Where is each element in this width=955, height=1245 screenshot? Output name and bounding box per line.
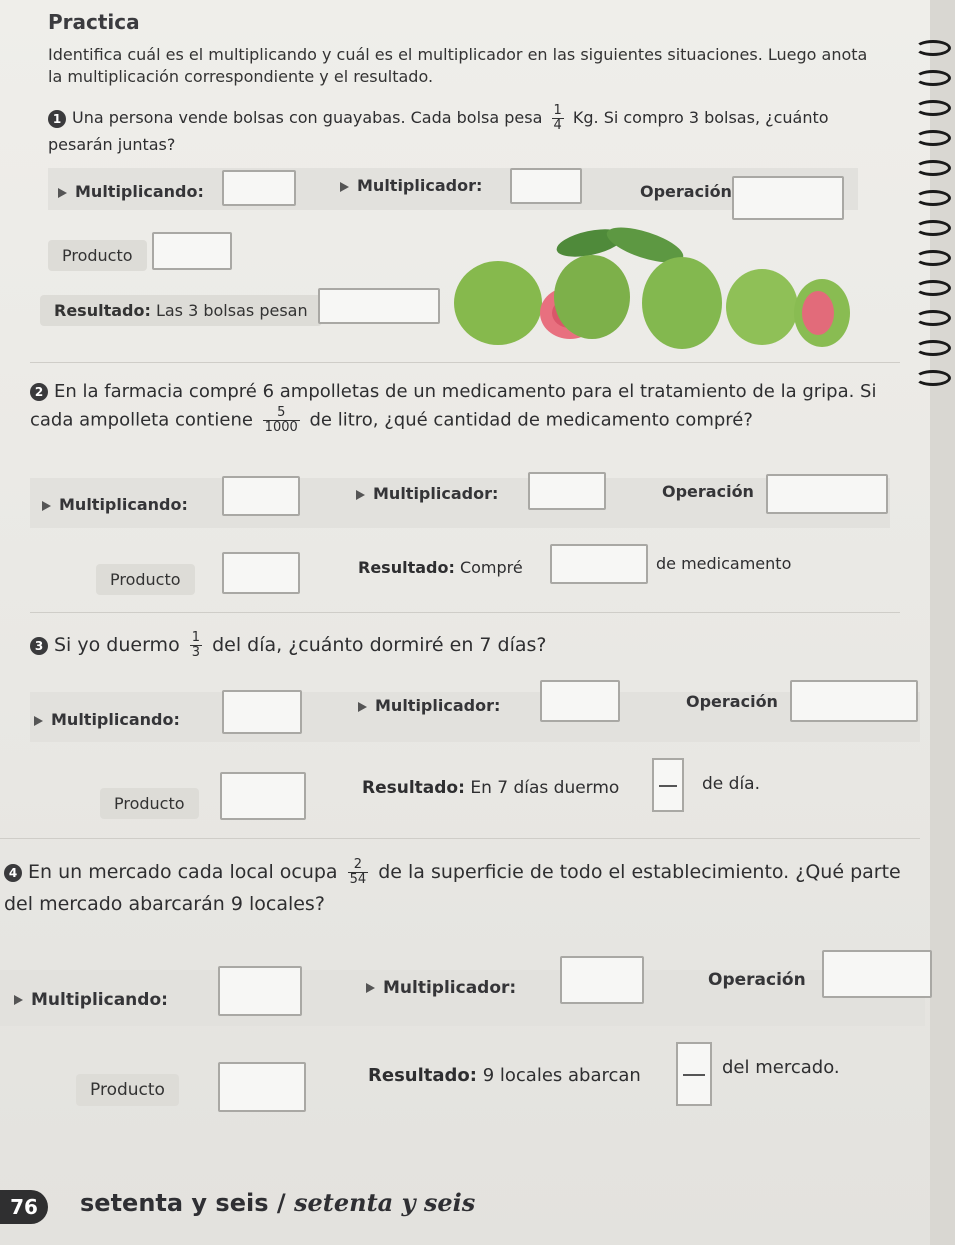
resultado-fraction-box-3[interactable] bbox=[652, 758, 684, 812]
arrow-icon bbox=[42, 501, 51, 511]
operacion-label: Operación bbox=[640, 182, 732, 201]
multiplicando-label: Multiplicando: bbox=[14, 990, 168, 1010]
ring-icon bbox=[915, 190, 951, 206]
operacion-label: Operación bbox=[686, 692, 778, 711]
producto-label: Producto bbox=[96, 564, 195, 595]
arrow-icon bbox=[14, 995, 23, 1005]
problem-3-statement bbox=[30, 630, 890, 660]
fraction-numerator: 1 bbox=[191, 630, 201, 645]
producto-box-1[interactable] bbox=[152, 232, 232, 270]
producto-box-2[interactable] bbox=[222, 552, 300, 594]
page-title: Practica bbox=[48, 10, 140, 34]
arrow-icon bbox=[34, 716, 43, 726]
multiplicador-box-1[interactable] bbox=[510, 168, 582, 204]
multiplicando-box-4[interactable] bbox=[218, 966, 302, 1016]
arrow-icon bbox=[58, 188, 67, 198]
ring-icon bbox=[915, 340, 951, 356]
ring-icon bbox=[915, 100, 951, 116]
arrow-icon bbox=[340, 182, 349, 192]
operacion-label: Operación bbox=[662, 482, 754, 501]
problem-number: 2 bbox=[30, 383, 48, 401]
multiplicador-label: Multiplicador: bbox=[340, 176, 482, 195]
fraction bbox=[348, 858, 369, 887]
problem-4-statement bbox=[4, 856, 929, 920]
producto-label: Producto bbox=[76, 1074, 179, 1106]
problem-text: Kg. Si compro 3 bolsas, ¿cuánto pesarán juntas? bbox=[48, 108, 829, 154]
multiplicador-label: Multiplicador: bbox=[358, 696, 500, 715]
multiplicando-box-2[interactable] bbox=[222, 476, 300, 516]
ring-icon bbox=[915, 370, 951, 386]
ring-icon bbox=[915, 310, 951, 326]
fraction-denominator: 3 bbox=[191, 645, 201, 660]
guava-icon bbox=[726, 269, 798, 345]
problem-text: Una persona vende bolsas con guayabas. Cada bolsa pesa bbox=[72, 108, 543, 127]
ring-icon bbox=[915, 130, 951, 146]
multiplicando-box-1[interactable] bbox=[222, 170, 296, 206]
guava-icon bbox=[454, 261, 542, 345]
resultado-2: Resultado: Compré bbox=[358, 558, 523, 577]
fraction-denominator: 1000 bbox=[264, 420, 298, 435]
fraction-denominator: 4 bbox=[553, 118, 562, 133]
producto-box-4[interactable] bbox=[218, 1062, 306, 1112]
fraction-numerator: 1 bbox=[553, 103, 562, 118]
resultado-2-suffix: de medicamento bbox=[656, 554, 792, 573]
operacion-box-3[interactable] bbox=[790, 680, 918, 722]
divider bbox=[30, 612, 900, 613]
ring-icon bbox=[915, 250, 951, 266]
page-number: 76 bbox=[0, 1190, 48, 1224]
problem-text: de la superficie de todo el establecimiento. ¿Qué parte del mercado abarcarán 9 locales? bbox=[4, 861, 901, 915]
problem-number: 4 bbox=[4, 864, 22, 882]
arrow-icon bbox=[358, 702, 367, 712]
arrow-icon bbox=[366, 983, 375, 993]
multiplicador-label: Multiplicador: bbox=[366, 978, 516, 998]
guava-icon bbox=[554, 255, 630, 339]
ring-icon bbox=[915, 280, 951, 296]
producto-box-3[interactable] bbox=[220, 772, 306, 820]
problem-text: Si yo duermo bbox=[54, 634, 180, 656]
problem-number: 1 bbox=[48, 110, 66, 128]
resultado-3: Resultado: En 7 días duermo bbox=[362, 778, 620, 798]
page-footer bbox=[80, 1188, 475, 1217]
binder-rings bbox=[915, 30, 955, 510]
footer-cursive-text: setenta y seis bbox=[293, 1188, 476, 1217]
problem-1-statement bbox=[48, 104, 858, 157]
producto-label: Producto bbox=[48, 240, 147, 271]
fraction-numerator: 5 bbox=[277, 405, 286, 420]
operacion-box-4[interactable] bbox=[822, 950, 932, 998]
multiplicando-label: Multiplicando: bbox=[34, 710, 180, 729]
problem-text: de litro, ¿qué cantidad de medicamento compré? bbox=[309, 409, 753, 431]
footer-text: setenta y seis bbox=[80, 1189, 269, 1217]
problem-2-statement bbox=[30, 378, 890, 435]
resultado-1: Resultado: Las 3 bolsas pesan bbox=[40, 295, 322, 326]
divider bbox=[30, 362, 900, 363]
fraction bbox=[190, 631, 202, 660]
resultado-4-suffix: del mercado. bbox=[722, 1057, 840, 1078]
operacion-label: Operación bbox=[708, 970, 806, 990]
problem-text: En la farmacia compré 6 ampolletas de un medicamento para el tratamiento de la gripa. Si cada ampolleta contiene bbox=[30, 381, 877, 431]
problem-number: 3 bbox=[30, 637, 48, 655]
multiplicando-label: Multiplicando: bbox=[58, 182, 204, 201]
instructions: Identifica cuál es el multiplicando y cuál es el multiplicador en las siguientes situaciones. Luego anota la multiplicación correspondiente y el resultado. bbox=[48, 45, 868, 86]
resultado-box-2[interactable] bbox=[550, 544, 648, 584]
multiplicador-box-2[interactable] bbox=[528, 472, 606, 510]
multiplicador-box-3[interactable] bbox=[540, 680, 620, 722]
operacion-box-1[interactable] bbox=[732, 176, 844, 220]
multiplicador-box-4[interactable] bbox=[560, 956, 644, 1004]
ring-icon bbox=[915, 40, 951, 56]
arrow-icon bbox=[356, 490, 365, 500]
producto-label: Producto bbox=[100, 788, 199, 819]
guava-icon bbox=[642, 257, 722, 349]
ring-icon bbox=[915, 70, 951, 86]
resultado-4: Resultado: 9 locales abarcan bbox=[368, 1065, 641, 1086]
fraction bbox=[552, 104, 564, 133]
resultado-fraction-box-4[interactable] bbox=[676, 1042, 712, 1106]
fraction bbox=[263, 406, 300, 435]
multiplicando-box-3[interactable] bbox=[222, 690, 302, 734]
resultado-box-1[interactable] bbox=[318, 288, 440, 324]
ring-icon bbox=[915, 220, 951, 236]
ring-icon bbox=[915, 160, 951, 176]
fraction-denominator: 54 bbox=[349, 872, 367, 887]
operacion-box-2[interactable] bbox=[766, 474, 888, 514]
problem-text: En un mercado cada local ocupa bbox=[28, 861, 338, 883]
footer-separator: / bbox=[276, 1189, 286, 1217]
resultado-3-suffix: de día. bbox=[702, 774, 760, 794]
fraction-numerator: 2 bbox=[353, 857, 363, 872]
problem-text: del día, ¿cuánto dormiré en 7 días? bbox=[212, 634, 547, 656]
multiplicador-label: Multiplicador: bbox=[356, 484, 498, 503]
multiplicando-label: Multiplicando: bbox=[42, 495, 188, 514]
guava-illustration bbox=[440, 225, 860, 355]
divider bbox=[0, 838, 920, 839]
